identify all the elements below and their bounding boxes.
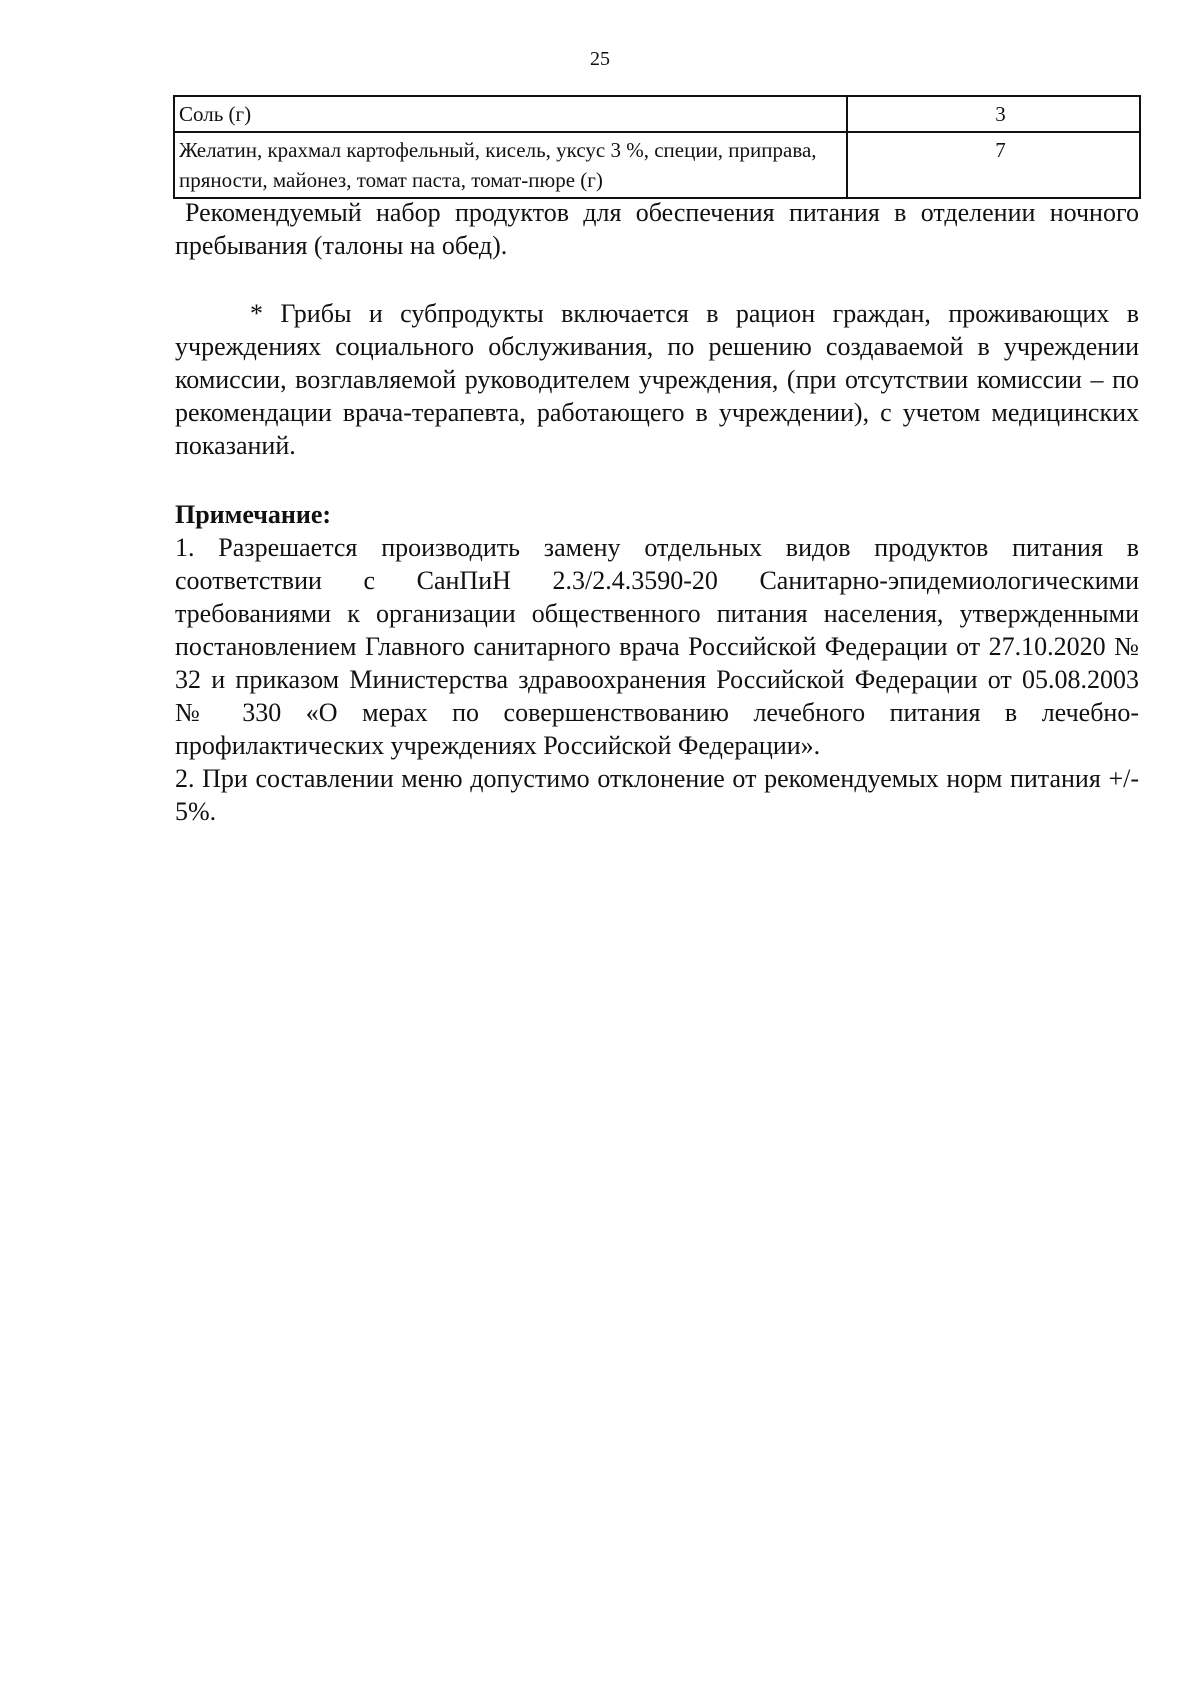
note-list: [175, 531, 1139, 828]
product-name-cell: Желатин, крахмал картофельный, кисель, уксус 3 %, специи, приправа, пряности, майонез, томат паста, томат-пюре (г): [174, 132, 847, 198]
note-item: 2. При составлении меню допустимо отклонение от рекомендуемых норм питания +/- 5%.: [175, 764, 1139, 826]
footnote-paragraph: * Грибы и субпродукты включается в рацион граждан, проживающих в учреждениях социального обслуживания, по решению создаваемой в учреждении комиссии, возглавляемой руководителем учреждения, (при отсутствии комиссии – по рекомендации врача-терапевта, работающего в учреждении), с учетом медицинских показаний.: [175, 299, 1139, 460]
product-name-cell: Соль (г): [174, 96, 847, 132]
product-value-cell: 3: [847, 96, 1140, 132]
products-table: [173, 95, 1141, 199]
table-row: [174, 132, 1140, 198]
note-item: 1. Разрешается производить замену отдельных видов продуктов питания в соответствии с СанПиН 2.3/2.4.3590-20 Санитарно-эпидемиологическими требованиями к организации общественного питания населения, утвержденными постановлением Главного санитарного врача Российской Федерации от 27.10.2020 № 32 и приказом Министерства здравоохранения Российской Федерации от 05.08.2003 № 330 «О мерах по совершенствованию лечебного питания в лечебно-профилактических учреждениях Российской Федерации».: [175, 533, 1139, 760]
table-row: [174, 96, 1140, 132]
product-value-cell: 7: [847, 132, 1140, 198]
page-number: 25: [590, 48, 610, 70]
note-heading: Примечание:: [175, 500, 332, 529]
recommended-set-caption: Рекомендуемый набор продуктов для обеспечения питания в отделении ночного пребывания (талоны на обед).: [175, 198, 1139, 260]
